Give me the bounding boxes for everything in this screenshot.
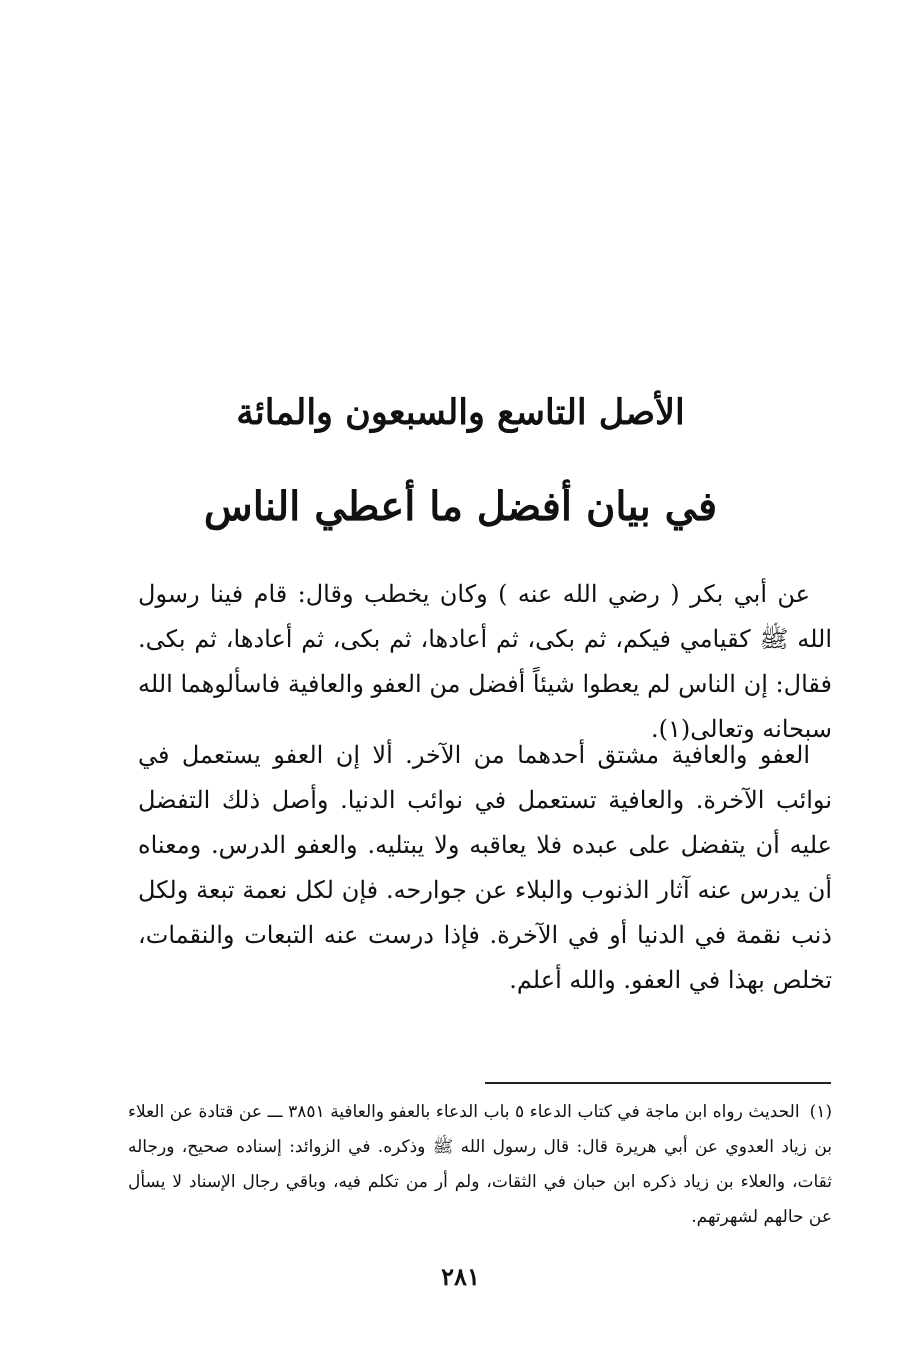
chapter-title: الأصل التاسع والسبعون والمائة bbox=[236, 392, 685, 433]
paragraph-text: العفو والعافية مشتق أحدهما من الآخر. ألا إن العفو يستعمل في نوائب الآخرة. والعافية تستعمل في نوائب الدنيا. وأصل ذلك التفضل عليه أن يتفضل على عبده فلا يعاقبه ولا يبتليه. والعفو الدرس. ومعناه أن يدرس عنه آثار الذنوب والبلاء عن جوارحه. فإن لكل نعمة تبعة ولكل ذنب نقمة في الدنيا أو في الآخرة. فإذا درست عنه التبعات والنقمات، تخلص بهذا في العفو. والله أعلم. bbox=[138, 741, 832, 994]
footnote-marker: (١) bbox=[809, 1102, 832, 1122]
footnote-text: الحديث رواه ابن ماجة في كتاب الدعاء ٥ باب الدعاء بالعفو والعافية ٣٨٥١ ـــ عن قتادة عن العلاء بن زياد العدوي عن أبي هريرة قال: قال رسول الله ﷺ وذكره. في الزوائد: إسناده صحيح، ورجاله ثقات، والعلاء بن زياد ذكره ابن حبان في الثقات، ولم أر من تكلم فيه، وباقي رجال الإسناد لا يسأل عن حالهم لشهرتهم. bbox=[128, 1102, 832, 1227]
paragraph-text: عن أبي بكر ( رضي الله عنه ) وكان يخطب وقال: قام فينا رسول الله ﷺ كقيامي فيكم، ثم بكى، ثم أعادها، ثم بكى، ثم أعادها، ثم بكى. فقال: إن الناس لم يعطوا شيئاً أفضل من العفو والعافية فاسألوهما الله سبحانه وتعالى(١). bbox=[138, 580, 832, 743]
page-number: ٢٨١ bbox=[441, 1262, 480, 1291]
body-paragraph bbox=[138, 733, 832, 1003]
footnote-divider bbox=[485, 1082, 831, 1084]
chapter-subtitle: في بيان أفضل ما أعطي الناس bbox=[203, 483, 718, 530]
body-paragraph bbox=[138, 572, 832, 752]
footnote bbox=[128, 1095, 832, 1235]
